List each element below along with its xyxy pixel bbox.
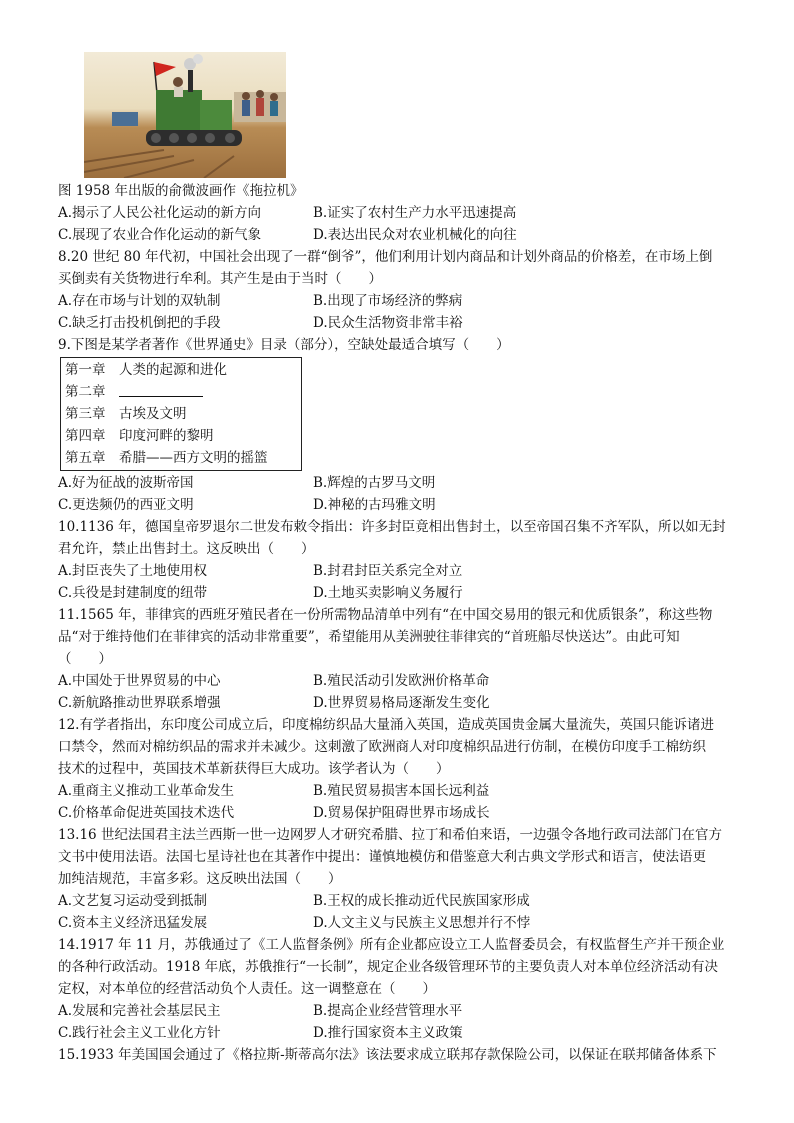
q9-options-row-2 xyxy=(58,494,738,516)
option-b[interactable]: B.出现了市场经济的弊病 xyxy=(313,293,463,309)
toc-chapter-4: 第四章 印度河畔的黎明 xyxy=(65,428,214,444)
option-d[interactable]: D.世界贸易格局逐渐发生变化 xyxy=(313,695,490,711)
option-a[interactable]: A.存在市场与计划的双轨制 xyxy=(58,293,221,309)
question-10-text: 君允许，禁止出售封土。这反映出（ ） xyxy=(58,541,315,557)
question-11-text: 11.1565 年，菲律宾的西班牙殖民者在一份所需物品清单中列有“在中国交易用的银元和优质银条”，称这些物 xyxy=(58,607,713,623)
option-d[interactable]: D.土地买卖影响义务履行 xyxy=(313,585,463,601)
q12-options-row-1 xyxy=(58,780,738,802)
question-8-text: 买倒卖有关货物进行牟利。其产生是由于当时（ ） xyxy=(58,271,382,287)
table-of-contents-box xyxy=(60,357,302,471)
toc-chapter-1: 第一章 人类的起源和进化 xyxy=(65,362,227,378)
painting-caption: 图 1958 年出版的俞微波画作《拖拉机》 xyxy=(58,183,304,199)
option-c[interactable]: C.价格革命促进英国技术迭代 xyxy=(58,805,235,821)
option-d[interactable]: D.人文主义与民族主义思想并行不悖 xyxy=(313,915,531,931)
option-b[interactable]: B.证实了农村生产力水平迅速提高 xyxy=(313,205,517,221)
tractor-painting-illustration xyxy=(84,52,286,178)
question-12-text: 口禁令，然而对棉纺织品的需求并未减少。这刺激了欧洲商人对印度棉织品进行仿制，在模仿印度手工棉纺织 xyxy=(58,739,706,755)
option-a[interactable]: A.揭示了人民公社化运动的新方向 xyxy=(58,205,262,221)
q14-options-row-2 xyxy=(58,1022,738,1044)
q11-options-row-2 xyxy=(58,692,738,714)
q10-options-row-1 xyxy=(58,560,738,582)
question-12-text: 技术的过程中，英国技术革新获得巨大成功。该学者认为（ ） xyxy=(58,761,450,777)
option-c[interactable]: C.资本主义经济迅猛发展 xyxy=(58,915,208,931)
q7-options-row-1 xyxy=(58,202,738,224)
tractor-painting xyxy=(84,52,286,178)
q8-options-row-2 xyxy=(58,312,738,334)
q9-options-row-1 xyxy=(58,472,738,494)
option-b[interactable]: B.王权的成长推动近代民族国家形成 xyxy=(313,893,530,909)
option-c[interactable]: C.践行社会主义工业化方针 xyxy=(58,1025,221,1041)
option-c[interactable]: C.兵役是封建制度的纽带 xyxy=(58,585,208,601)
question-15-text: 15.1933 年美国国会通过了《格拉斯-斯蒂高尔法》该法要求成立联邦存款保险公司，以保证在联邦储备体系下 xyxy=(58,1047,717,1063)
option-a[interactable]: A.重商主义推动工业革命发生 xyxy=(58,783,235,799)
option-c[interactable]: C.新航路推动世界联系增强 xyxy=(58,695,221,711)
option-d[interactable]: D.贸易保护阻碍世界市场成长 xyxy=(313,805,490,821)
question-14-text: 的各种行政活动。1918 年底，苏俄推行“一长制”，规定企业各级管理环节的主要负责人对本单位经济活动有决 xyxy=(58,959,718,975)
question-13-text: 加纯洁规范，丰富多彩。这反映出法国（ ） xyxy=(58,871,342,887)
question-8-text: 8.20 世纪 80 年代初，中国社会出现了一群“倒爷”，他们利用计划内商品和计划外商品的价格差，在市场上倒 xyxy=(58,249,713,265)
option-a[interactable]: A.好为征战的波斯帝国 xyxy=(58,475,194,491)
question-13-text: 13.16 世纪法国君主法兰西斯一世一边网罗人才研究希腊、拉丁和希伯来语，一边强令各地行政司法部门在官方 xyxy=(58,827,722,843)
toc-chapter-3: 第三章 古埃及文明 xyxy=(65,406,187,422)
question-10-text: 10.1136 年，德国皇帝罗退尔二世发布敕令指出：许多封臣竟相出售封土，以至帝国召集不齐军队，所以如无封 xyxy=(58,519,726,535)
option-a[interactable]: A.中国处于世界贸易的中心 xyxy=(58,673,221,689)
q7-options-row-2 xyxy=(58,224,738,246)
answer-blank xyxy=(119,382,203,397)
toc-chapter-2-label: 第二章 xyxy=(65,384,106,400)
question-11-text: 品“对于维持他们在菲律宾的活动非常重要”，希望能用从美洲驶往菲律宾的“首班船尽快送达”。由此可知 xyxy=(58,629,680,645)
option-a[interactable]: A.发展和完善社会基层民主 xyxy=(58,1003,221,1019)
option-b[interactable]: B.殖民贸易损害本国长远利益 xyxy=(313,783,490,799)
option-a[interactable]: A.封臣丧失了土地使用权 xyxy=(58,563,208,579)
q12-options-row-2 xyxy=(58,802,738,824)
option-b[interactable]: B.封君封臣关系完全对立 xyxy=(313,563,463,579)
q11-options-row-1 xyxy=(58,670,738,692)
option-c[interactable]: C.缺乏打击投机倒把的手段 xyxy=(58,315,221,331)
option-d[interactable]: D.神秘的古玛雅文明 xyxy=(313,497,436,513)
q10-options-row-2 xyxy=(58,582,738,604)
option-b[interactable]: B.辉煌的古罗马文明 xyxy=(313,475,436,491)
exam-page xyxy=(58,52,738,1066)
question-13-text: 文书中使用法语。法国七星诗社也在其著作中提出：谨慎地模仿和借鉴意大利古典文学形式和语言，使法语更 xyxy=(58,849,706,865)
option-a[interactable]: A.文艺复习运动受到抵制 xyxy=(58,893,208,909)
question-12-text: 12.有学者指出，东印度公司成立后，印度棉纺织品大量涌入英国，造成英国贵金属大量流失，英国只能诉诸进 xyxy=(58,717,714,733)
option-d[interactable]: D.民众生活物资非常丰裕 xyxy=(313,315,463,331)
option-d[interactable]: D.推行国家资本主义政策 xyxy=(313,1025,463,1041)
q14-options-row-1 xyxy=(58,1000,738,1022)
q8-options-row-1 xyxy=(58,290,738,312)
q13-options-row-2 xyxy=(58,912,738,934)
option-d[interactable]: D.表达出民众对农业机械化的向往 xyxy=(313,227,517,243)
q13-options-row-1 xyxy=(58,890,738,912)
question-9-text: 9.下图是某学者著作《世界通史》目录（部分），空缺处最适合填写（ ） xyxy=(58,337,510,353)
question-14-text: 定权，对本单位的经营活动负个人责任。这一调整意在（ ） xyxy=(58,981,436,997)
option-b[interactable]: B.殖民活动引发欧洲价格革命 xyxy=(313,673,490,689)
toc-chapter-2 xyxy=(65,381,297,403)
question-11-text: （ ） xyxy=(58,651,112,667)
question-14-text: 14.1917 年 11 月，苏俄通过了《工人监督条例》所有企业都应设立工人监督委员会，有权监督生产并干预企业 xyxy=(58,937,725,953)
option-c[interactable]: C.更迭频仍的西亚文明 xyxy=(58,497,194,513)
option-b[interactable]: B.提高企业经营管理水平 xyxy=(313,1003,463,1019)
option-c[interactable]: C.展现了农业合作化运动的新气象 xyxy=(58,227,262,243)
toc-chapter-5: 第五章 希腊——西方文明的摇篮 xyxy=(65,450,268,466)
